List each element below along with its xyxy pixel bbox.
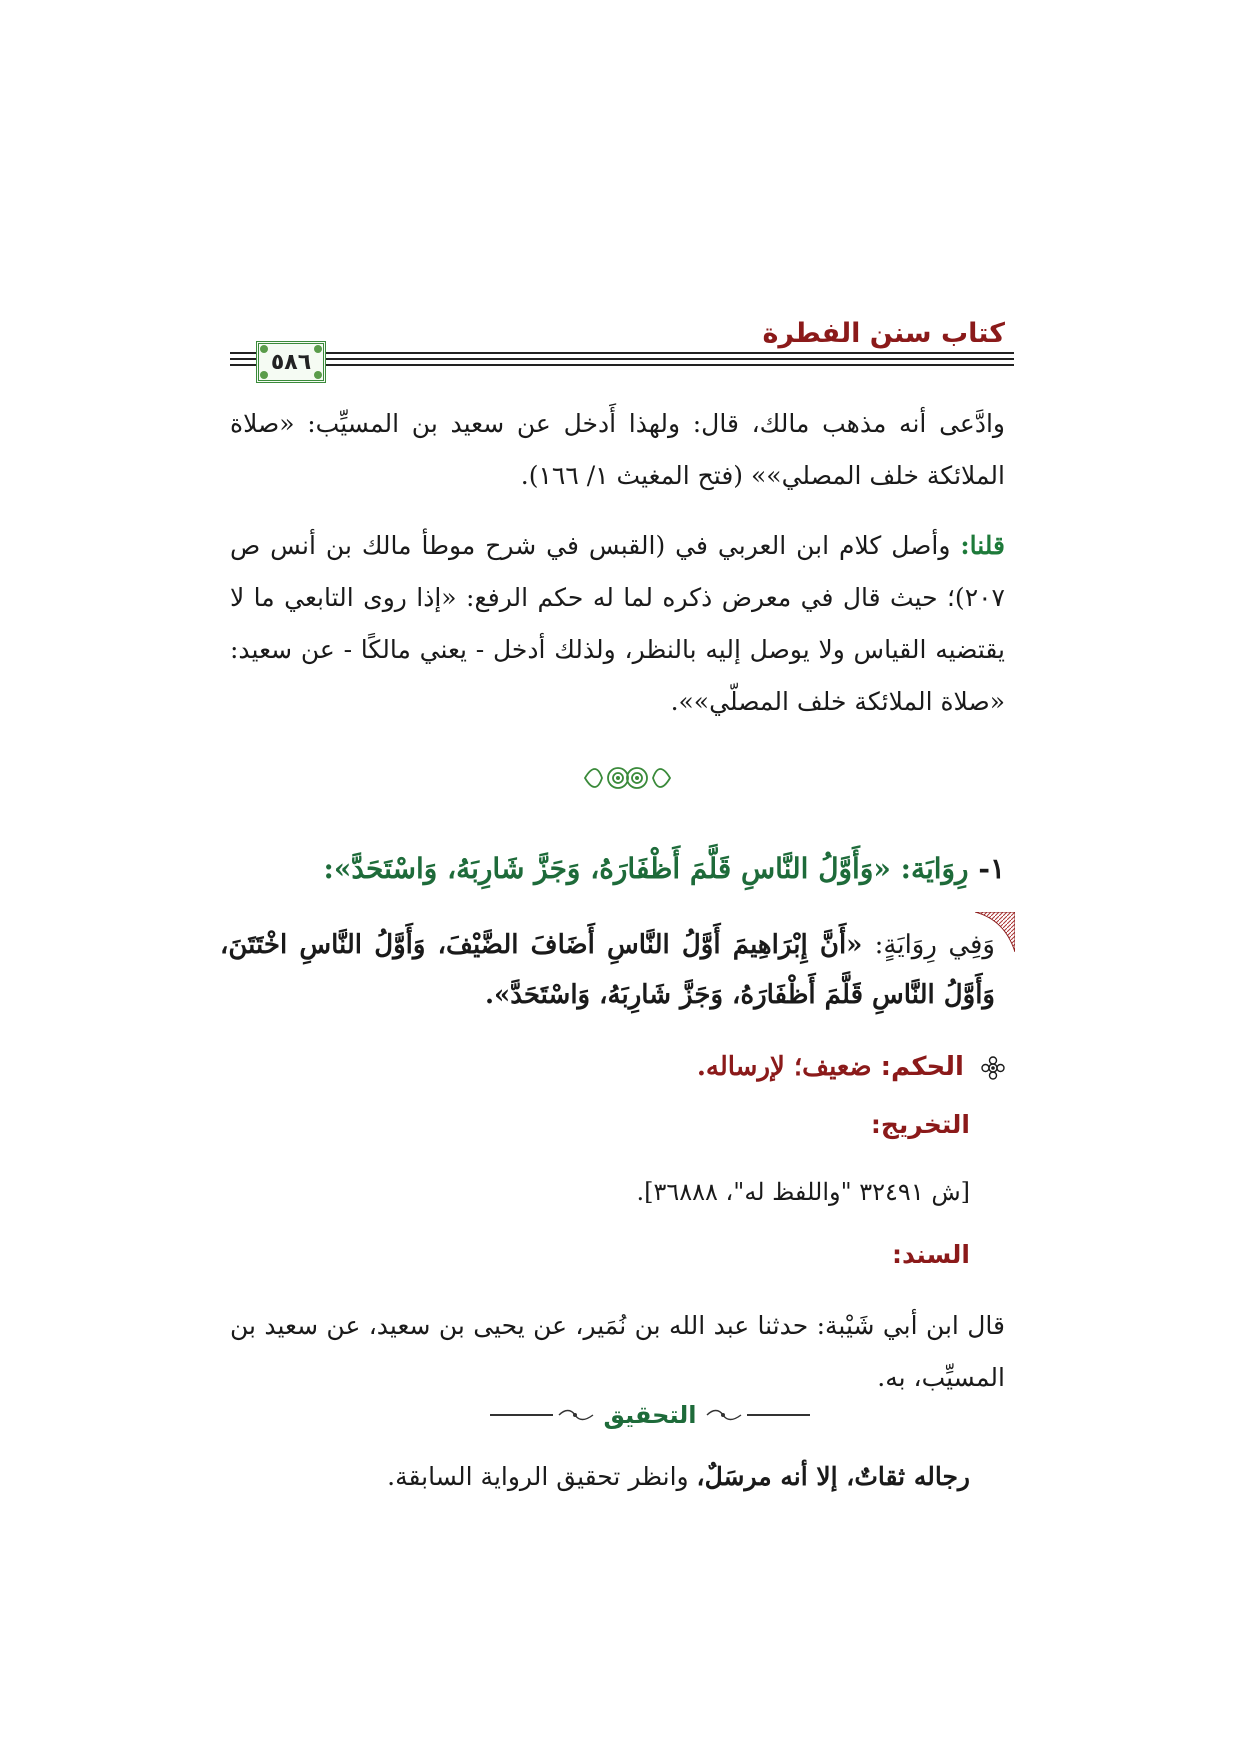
hukm-line <box>697 1052 1005 1082</box>
tahqiq-separator <box>490 1400 810 1430</box>
section-title: رِوَايَة: «وَأَوَّلُ النَّاسِ قَلَّمَ أَظْفَارَهُ، وَجَزَّ شَارِبَهُ، وَاسْتَحَدَّ»: <box>323 852 969 885</box>
hukm-value: ضعيف؛ لإرساله. <box>696 1052 872 1082</box>
riwaya-quote: «أَنَّ إِبْرَاهِيمَ أَوَّلُ النَّاسِ أَضَافَ الضَّيْفَ، وَأَوَّلُ النَّاسِ اخْتَتَنَ، وَأَوَّلُ النَّاسِ قَلَّمَ أَظْفَارَهُ، وَجَزَّ شَارِبَهُ، وَاسْتَحَدَّ». <box>220 930 995 1010</box>
separator-line <box>490 1414 553 1416</box>
frame-corner-ornament <box>314 371 322 379</box>
riwaya-lead: وَفِي رِوَايَةٍ: <box>874 930 995 960</box>
frame-corner-ornament <box>314 345 322 353</box>
frame-corner-ornament <box>260 345 268 353</box>
header-rule <box>268 352 1014 354</box>
separator-line <box>747 1414 810 1416</box>
sanad-label: السند: <box>891 1240 970 1269</box>
takhrij-text: [ش ٣٢٤٩١ "واللفظ له"، ٣٦٨٨٨]. <box>636 1178 970 1206</box>
book-title: كتاب سنن الفطرة <box>762 318 1005 349</box>
page-number-frame <box>256 341 326 383</box>
paragraph-1: وادَّعى أنه مذهب مالك، قال: ولهذا أَدخل عن سعيد بن المسيِّب: «صلاة الملائكة خلف المصلي»» (فتح المغيث ١/ ١٦٦). <box>230 409 1005 490</box>
header-rule <box>268 364 1014 366</box>
riwaya-text <box>220 920 1005 1020</box>
hukm-label: الحكم: <box>880 1052 964 1082</box>
swirl-ornament-icon <box>557 1407 595 1423</box>
conclusion-rest: وانظر تحقيق الرواية السابقة. <box>387 1462 697 1491</box>
sanad-text: قال ابن أبي شَيْبة: حدثنا عبد الله بن نُمَير، عن يحيى بن سعيد، عن سعيد بن المسيِّب، به. <box>230 1311 1005 1392</box>
conclusion-bold: رجاله ثقاتٌ، إلا أنه مرسَلٌ، <box>696 1462 970 1491</box>
paragraph-2-text: وأصل كلام ابن العربي في (القبس في شرح موطأ مالك بن أنس ص ٢٠٧)؛ حيث قال في معرض ذكره لما له حكم الرفع: «إذا روى التابعي ما لا يقتضيه القياس ولا يوصل إليه بالنظر، ولذلك أدخل - يعني مالكًا - عن سعيد: «صلاة الملائكة خلف المصلّي»». <box>230 531 1005 716</box>
conclusion <box>387 1462 970 1491</box>
swirl-ornament-icon <box>705 1407 743 1423</box>
page-number: ٥٨٦ <box>270 349 312 375</box>
section-number: ١- <box>978 852 1005 885</box>
flower-bullet-icon <box>981 1056 1005 1080</box>
header-rule <box>230 352 256 354</box>
tahqiq-title: التحقيق <box>603 1401 697 1429</box>
header-rule <box>230 364 256 366</box>
corner-ornament-icon <box>975 912 1015 952</box>
frame-corner-ornament <box>260 371 268 379</box>
header-rule <box>268 358 1014 360</box>
riwaya-block <box>220 920 1005 1020</box>
qulna-label: قلنا: <box>960 531 1006 560</box>
section-divider-ornament-icon <box>580 758 675 798</box>
takhrij-label: التخريج: <box>870 1110 970 1139</box>
header-rule <box>230 358 256 360</box>
section-heading <box>324 852 1006 885</box>
paragraph-2 <box>230 520 1005 728</box>
